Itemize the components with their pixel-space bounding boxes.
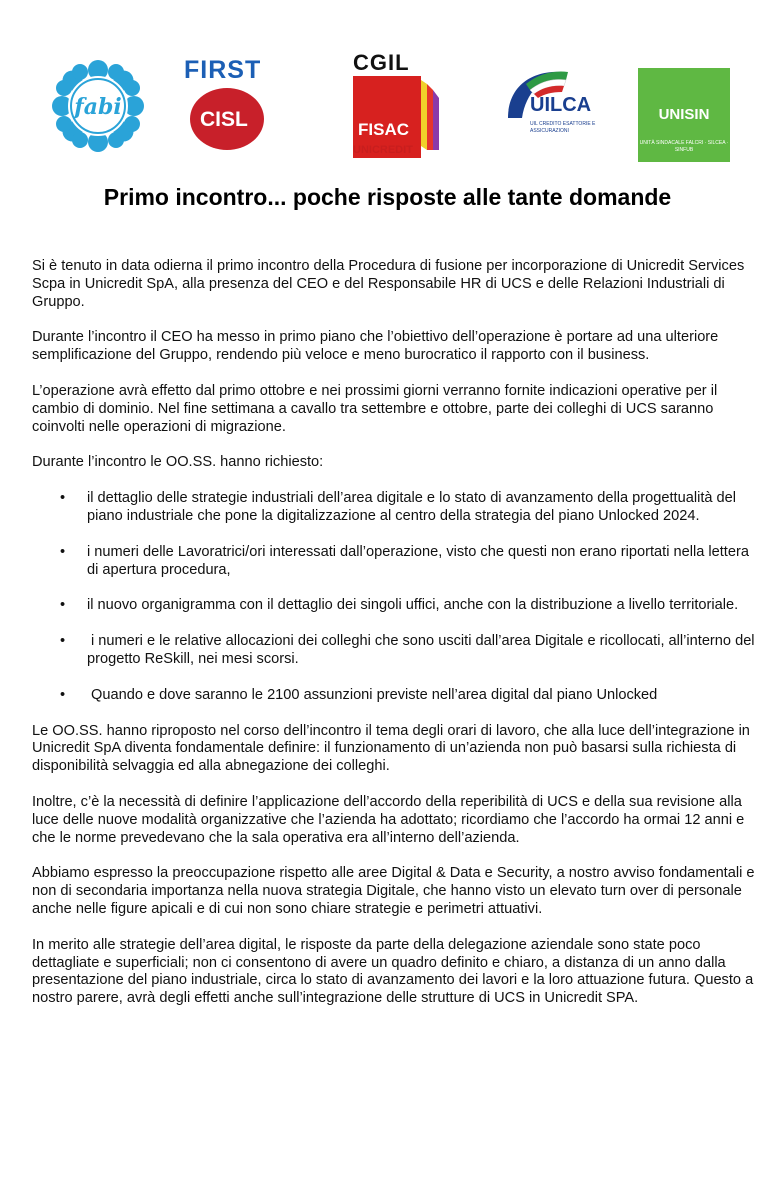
paragraph: In merito alle strategie dell’area digital, le risposte da parte della delegazione aziendale sono state poco dettagliate e superficiali; non ci consentono di avere un quadro definito e chiaro, a distanza di un anno dalla presentazione del piano industriale, circa lo stato di avanzamento dei lavori e la loro attuazione futura. Questo a nostro parere, avrà degli effetti anche sull’integrazione delle strutture di UCS in Unicredit SPA. [32, 936, 754, 1007]
list-item-text: il nuovo organigramma con il dettaglio dei singoli uffici, anche con la distribuzione a livello territoriale. [87, 597, 739, 614]
list-item [32, 633, 756, 669]
bullet-icon: • [60, 633, 66, 650]
uilca-logo [502, 66, 602, 156]
list-item [32, 490, 756, 526]
cgil-logo-text: CGIL [353, 50, 410, 75]
list-item-text: Quando e dove saranno le 2100 assunzioni previste nell’area digital dal piano Unlocked [91, 686, 658, 703]
logo-bar [0, 48, 775, 168]
first-cisl-logo [182, 56, 278, 154]
list-item-text: i numeri e le relative allocazioni dei colleghi che sono usciti dall’area Digitale e ricollocati, all’interno del progetto ReSkill, nei mesi scorsi. [87, 633, 755, 667]
bullet-icon: • [60, 543, 66, 560]
paragraph: Le OO.SS. hanno riproposto nel corso dell’incontro il tema degli orari di lavoro, che alla luce dell’integrazione in Unicredit SpA diventa fondamentale definire: il funzionamento di un’azienda non può basarsi sulla richiesta di disponibilità selvaggia ed alla abnegazione dei colleghi. [32, 722, 750, 775]
list-item [32, 544, 756, 580]
cisl-logo-text: CISL [200, 108, 248, 131]
paragraph: Si è tenuto in data odierna il primo incontro della Procedura di fusione per incorporazione di Unicredit Services Scpa in Unicredit SpA, alla presenza del CEO e del Responsabile HR di UCS e delle Relazioni Industriali di Gruppo. [32, 258, 745, 310]
uilca-logo-text: UILCA [530, 94, 592, 116]
paragraph: L’operazione avrà effetto dal primo ottobre e nei prossimi giorni verranno fornite indicazioni operative per il cambio di dominio. Nel fine settimana a cavallo tra settembre e ottobre, parte dei colleghi di UCS saranno coinvolti nelle operazioni di migrazione. [32, 382, 718, 435]
bullet-icon: • [60, 490, 66, 507]
bullet-icon: • [60, 597, 66, 614]
document-body [32, 258, 756, 1026]
fabi-logo-text: fabi [74, 94, 122, 120]
unicredit-logo-text: UNICREDIT [353, 144, 413, 156]
list-item-text: il dettaglio delle strategie industriali dell’area digitale e lo stato di avanzamento della progettualità del piano industriale che pone la digitalizzazione al centro della strategia del piano Unlocked 2024. [87, 490, 737, 524]
list-item [32, 597, 756, 615]
fabi-logo [50, 58, 146, 154]
list-item [32, 687, 756, 705]
unisin-subtitle: UNITÀ SINDACALE FALCRI · SILCEA · SINFUB [639, 140, 729, 153]
cgil-fisac-logo [350, 50, 442, 162]
paragraph: Durante l’incontro le OO.SS. hanno richiesto: [32, 454, 324, 471]
paragraph: Inoltre, c’è la necessità di definire l’applicazione dell’accordo della reperibilità di UCS e della sua revisione alla luce delle nuove modalità organizzative che l’azienda ha adottato; ricordiamo che l’accordo ha ormai 12 anni e che le norme prevedevano che la sala operativa era all’interno dell’azienda. [32, 793, 745, 846]
bullet-icon: • [60, 686, 66, 703]
fabi-flower-icon [50, 58, 146, 154]
uilca-subtitle: UIL CREDITO ESATTORIE E ASSICURAZIONI [530, 121, 596, 134]
unisin-logo [638, 68, 730, 162]
paragraph: Durante l’incontro il CEO ha messo in primo piano che l’obiettivo dell’operazione è portare ad una ulteriore semplificazione del Gruppo, rendendo più veloce e meno burocratico il rapporto con il business. [32, 329, 719, 364]
first-logo-text: FIRST [184, 56, 262, 84]
page-title: Primo incontro... poche risposte alle tante domande [103, 184, 672, 210]
list-item-text: i numeri delle Lavoratrici/ori interessati dall’operazione, visto che questi non erano riportati nella lettera di apertura procedura, [87, 543, 749, 578]
unisin-logo-text: UNISIN [658, 106, 710, 123]
fisac-logo-text: FISAC [358, 120, 409, 139]
rainbow-stripes-icon [421, 80, 439, 150]
paragraph: Abbiamo espresso la preoccupazione rispetto alle aree Digital & Data e Security, a nostro avviso fondamentali e non di secondaria importanza nella nuova strategia Digitale, che hanno visto un elevato turn over di personale anche nelle figure apicali e di cui non sono chiare strategie e perimetri attuativi. [32, 865, 755, 917]
request-list [32, 490, 756, 704]
